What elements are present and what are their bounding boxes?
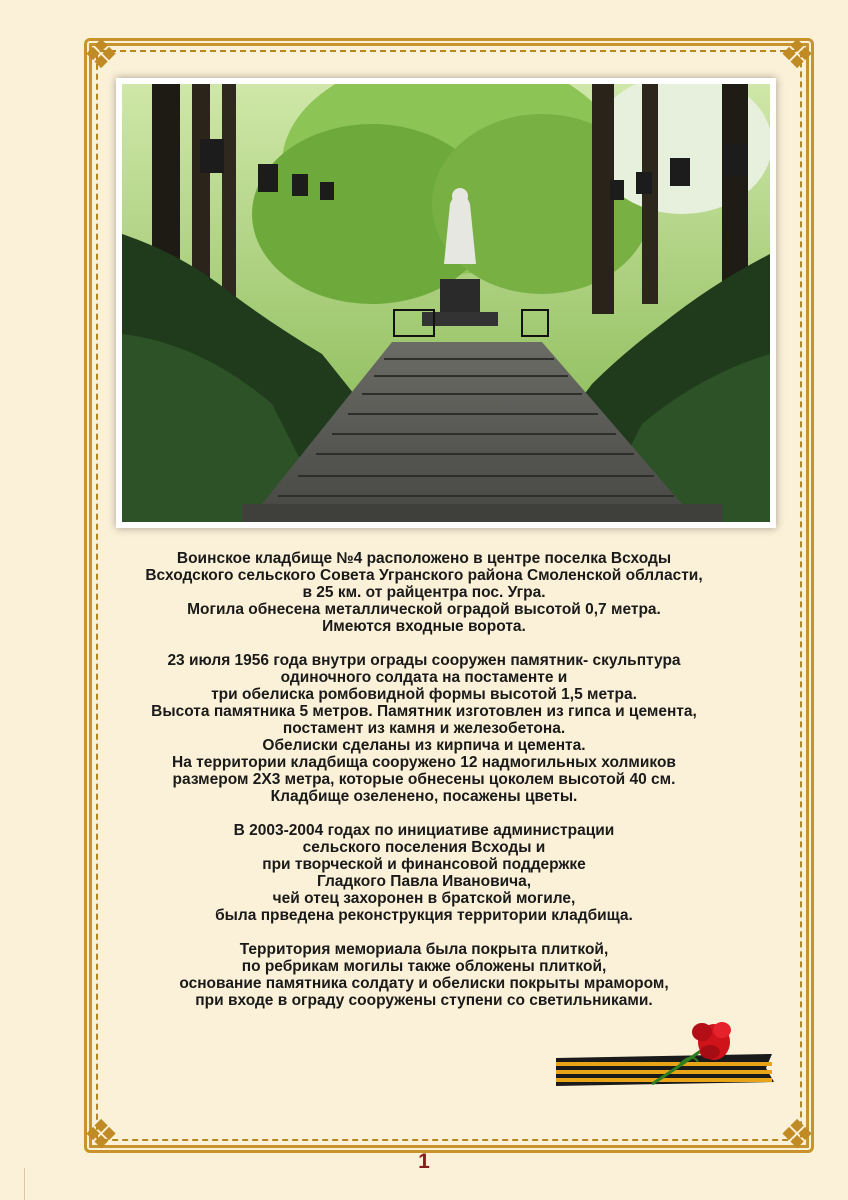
text-line: В 2003-2004 годах по инициативе администрации <box>233 822 615 839</box>
text-line: основание памятника солдату и обелиски покрыты мрамором, <box>179 975 669 992</box>
memorial-photo <box>122 84 770 522</box>
text-line: размером 2Х3 метра, которые обнесены цоколем высотой 40 см. <box>172 771 676 788</box>
text-line: при творческой и финансовой поддержке <box>262 856 586 873</box>
paragraph <box>110 550 738 635</box>
text-line: три обелиска ромбовидной формы высотой 1,5 метра. <box>211 686 637 703</box>
text-line: Кладбище озеленено, посажены цветы. <box>270 788 578 805</box>
text-line: Всходского сельского Совета Угранского района Смоленской облласти, <box>145 567 703 584</box>
text-line: одиночного солдата на постаменте и <box>280 669 568 686</box>
paragraph <box>110 941 738 1009</box>
text-line: Гладкого Павла Ивановича, <box>316 873 532 890</box>
text-line: при входе в ограду сооружены ступени со светильниками. <box>195 992 653 1009</box>
text-line: Обелиски сделаны из кирпича и цемента. <box>262 737 586 754</box>
paragraph <box>110 652 738 805</box>
paragraph <box>110 822 738 924</box>
page-number: 1 <box>418 1150 430 1173</box>
text-line: 23 июля 1956 года внутри ограды сооружен памятник- скульптура <box>167 652 681 669</box>
corner-ornament-icon: ❖ <box>83 1112 119 1158</box>
divider <box>24 1168 25 1200</box>
memorial-photo-frame <box>116 78 776 528</box>
text-line: чей отец захоронен в братской могиле, <box>272 890 576 907</box>
text-line: была прведена реконструкция территории кладбища. <box>215 907 633 924</box>
corner-ornament-icon: ❖ <box>83 32 119 78</box>
text-line: в 25 км. от райцентра пос. Угра. <box>302 584 546 601</box>
text-line: Имеются входные ворота. <box>322 618 526 635</box>
corner-ornament-icon: ❖ <box>779 1112 815 1158</box>
st-george-ribbon-icon <box>552 1018 778 1096</box>
text-line: Воинское кладбище №4 расположено в центре поселка Всходы <box>176 550 672 567</box>
text-line: Территория мемориала была покрыта плиткой, <box>239 941 609 958</box>
text-line: Высота памятника 5 метров. Памятник изготовлен из гипса и цемента, <box>151 703 697 720</box>
text-line: Могила обнесена металлической оградой высотой 0,7 метра. <box>187 601 661 618</box>
text-line: по ребрикам могилы также обложены плиткой, <box>241 958 607 975</box>
corner-ornament-icon: ❖ <box>779 32 815 78</box>
text-line: постамент из камня и железобетона. <box>282 720 566 737</box>
text-line: На территории кладбища сооружено 12 надмогильных холмиков <box>172 754 676 771</box>
memorial-description <box>110 550 738 1026</box>
text-line: сельского поселения Всходы и <box>302 839 546 856</box>
